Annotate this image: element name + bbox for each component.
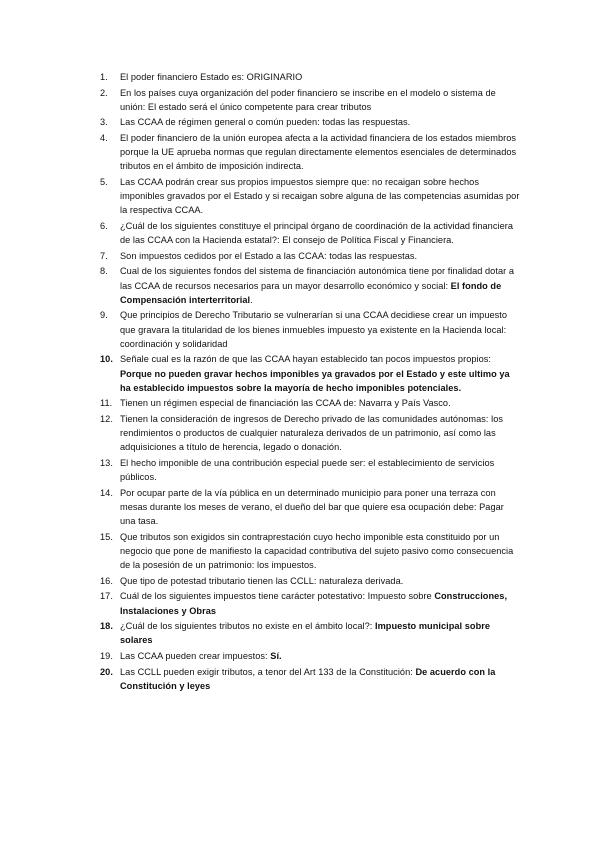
question-item	[100, 412, 520, 455]
question-item	[100, 131, 520, 174]
question-item	[100, 70, 520, 84]
question-number: 20.	[100, 666, 113, 677]
question-number: 16.	[100, 575, 113, 586]
question-text: Que tributos son exigidos sin contraprestación cuyo hecho imponible esta constituido por un negocio que pone de manifiesto la capacidad contributiva del sujeto pasivo como consecuencia de la posesión de un patrimonio: los impuestos.	[120, 531, 514, 571]
question-text: Que tipo de potestad tributario tienen las CCLL: naturaleza derivada.	[120, 575, 404, 586]
question-number: 11.	[100, 398, 113, 409]
question-text: El poder financiero Estado es: ORIGINARIO	[120, 72, 303, 82]
question-text: Las CCAA pueden crear impuestos:	[120, 650, 271, 661]
question-item	[100, 619, 520, 647]
question-text: Señale cual es la razón de que las CCAA hayan establecido tan pocos impuestos propios:	[120, 354, 492, 365]
question-item	[100, 249, 520, 263]
question-number: 19.	[100, 650, 113, 661]
question-item	[100, 530, 520, 573]
question-item	[100, 396, 520, 410]
question-trailing-text: .	[250, 294, 253, 305]
question-item	[100, 264, 520, 307]
question-number: 5.	[100, 176, 108, 187]
question-text: El poder financiero de la unión europea afecta a la actividad financiera de los estados miembros porque la UE aprueba normas que regulan directamente elementos esenciales de determinados tributos en el ámbito de imposición indirecta.	[120, 132, 517, 172]
question-answer-bold: Construcciones, Instalaciones y Obras	[120, 591, 508, 616]
question-item	[100, 665, 520, 693]
question-text: Tienen un régimen especial de financiación las CCAA de: Navarra y País Vasco.	[120, 398, 451, 409]
question-number: 8.	[100, 266, 108, 277]
question-number: 9.	[100, 310, 108, 321]
question-text: El hecho imponible de una contribución especial puede ser: el establecimiento de servicios públicos.	[120, 457, 495, 483]
question-number: 15.	[100, 531, 113, 542]
question-item	[100, 86, 520, 114]
question-number: 7.	[100, 250, 108, 261]
question-text: ¿Cuál de los siguientes constituye el principal órgano de coordinación de la actividad financiera de las CCAA con la Hacienda estatal?: El consejo de Política Fiscal y Financiera.	[120, 220, 513, 246]
question-text: Por ocupar parte de la vía pública en un determinado municipio para poner una terraza con mesas durante los meses de verano, el dueño del bar que quiere esa ocupación debe: Pagar una tasa.	[120, 487, 504, 527]
question-number: 4.	[100, 132, 108, 143]
question-number: 2.	[100, 87, 108, 98]
question-text: Son impuestos cedidos por el Estado a las CCAA: todas las respuestas.	[120, 250, 418, 261]
question-item	[100, 175, 520, 218]
question-text: ¿Cuál de los siguientes tributos no existe en el ámbito local?:	[120, 621, 375, 632]
question-text: Las CCAA de régimen general o común pueden: todas las respuestas.	[120, 117, 411, 128]
question-item	[100, 219, 520, 247]
question-text: Cuál de los siguientes impuestos tiene carácter potestativo: Impuesto sobre	[120, 591, 435, 602]
question-text: Las CCLL pueden exigir tributos, a tenor del Art 133 de la Constitución:	[120, 666, 416, 677]
question-text: Que principios de Derecho Tributario se vulnerarían si una CCAA decidiese crear un impuesto que gravara la titularidad de los bienes inmuebles impuesto ya existente en la Hacienda local: coordinación y solidaridad	[120, 310, 508, 349]
question-text: Las CCAA podrán crear sus propios impuestos siempre que: no recaigan sobre hechos imponibles gravados por el Estado y si recaigan sobre alguna de las competencias asumidas por la respectiva CCAA.	[120, 176, 520, 216]
question-answer-bold: Impuesto municipal sobre solares	[120, 621, 491, 646]
question-number: 3.	[100, 117, 108, 128]
question-number: 1.	[100, 72, 108, 82]
question-item	[100, 308, 520, 351]
question-text: Cual de los siguientes fondos del sistema de financiación autonómica tiene por finalidad dotar a las CCAA de recursos necesarios para un mayor desarrollo económico y social:	[120, 266, 514, 291]
question-answer-bold: Porque no pueden gravar hechos imponibles ya gravados por el Estado y este ultimo ya ha establecido impuestos sobre la mayoría de hecho imponibles potenciales.	[120, 368, 510, 393]
question-number: 12.	[100, 413, 113, 424]
question-answer-bold: Sí.	[270, 650, 282, 661]
question-item	[100, 352, 520, 395]
question-number: 6.	[100, 220, 108, 231]
question-text: En los países cuya organización del poder financiero se inscribe en el modelo o sistema de unión: El estado será el único competente para crear tributos	[120, 87, 496, 112]
question-item	[100, 574, 520, 588]
question-number: 18.	[100, 621, 113, 632]
question-number: 10.	[100, 354, 113, 365]
question-item	[100, 456, 520, 484]
question-number: 17.	[100, 591, 113, 602]
question-item	[100, 115, 520, 129]
question-item	[100, 649, 520, 663]
question-item	[100, 486, 520, 529]
question-text: Tienen la consideración de ingresos de Derecho privado de las comunidades autónomas: los rendimientos o productos de cualquier naturaleza derivados de un patrimonio, así como las adquisiciones a título de herencia, legado o donación.	[120, 413, 504, 453]
question-item	[100, 589, 520, 617]
question-answer-bold: De acuerdo con la Constitución y leyes	[120, 666, 496, 691]
question-list	[100, 70, 520, 694]
question-answer-bold: El fondo de Compensación interterritorial	[120, 280, 502, 305]
question-number: 13.	[100, 457, 113, 468]
question-number: 14.	[100, 487, 113, 498]
